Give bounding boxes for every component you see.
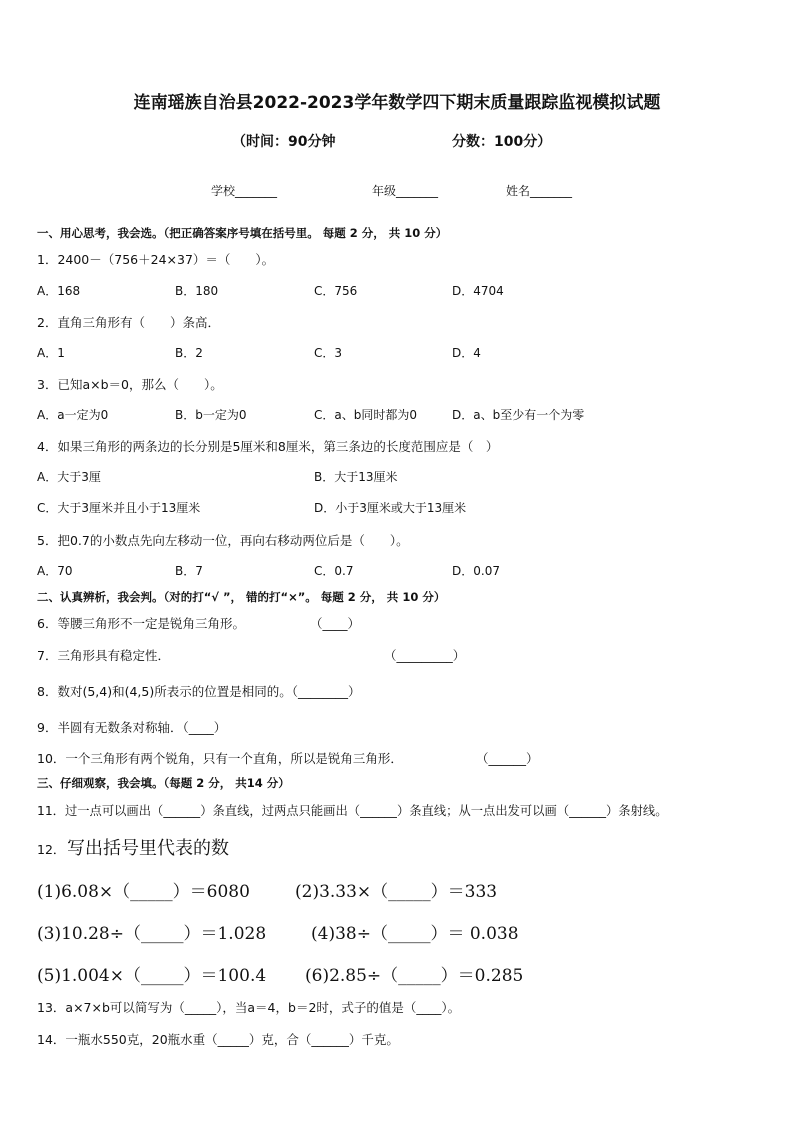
q1-option-b: B．180 (175, 284, 219, 298)
q6-answer-blank: （____） (310, 616, 361, 631)
q5-option-d: D．0.07 (452, 564, 500, 578)
question-13: 13．a×7×b可以简写为（_____），当a＝4，b＝2时，式子的值是（____）。 (37, 1000, 461, 1015)
section-2-heading: 二、认真辨析，我会判。（对的打“√ ”， 错的打“×”。 每题 2 分， 共 10 分） (37, 590, 446, 604)
q1-option-c: C．756 (314, 284, 358, 298)
q3-option-b: B．b一定为0 (175, 408, 247, 422)
q5-option-c: C．0.7 (314, 564, 354, 578)
question-12-number: 12． (37, 842, 66, 857)
q2-option-d: D．4 (452, 346, 481, 360)
question-5: 5．把0.7的小数点先向左移动一位，再向右移动两位后是（ ）。 (37, 533, 409, 548)
question-11: 11．过一点可以画出（______）条直线，过两点只能画出（______）条直线；从一点出发可以画（______）条射线。 (37, 804, 668, 818)
q3-option-c: C．a、b同时都为0 (314, 408, 417, 422)
section-3-heading: 三、仔细观察，我会填。（每题 2 分， 共14 分） (37, 776, 290, 790)
q12-part-1: (1)6.08×（_____）＝6080 (37, 882, 250, 902)
q5-option-b: B．7 (175, 564, 203, 578)
q1-option-a: A．168 (37, 284, 81, 298)
exam-time: （时间：90分钟 (232, 134, 336, 150)
question-4: 4．如果三角形的两条边的长分别是5厘米和8厘米，第三条边的长度范围应是（ ） (37, 439, 499, 454)
grade-field: 年级_______ (372, 184, 439, 198)
question-7: 7．三角形具有稳定性． (37, 648, 170, 663)
question-3: 3．已知a×b＝0，那么（ ）。 (37, 377, 223, 392)
q1-option-d: D．4704 (452, 284, 504, 298)
question-1: 1．2400－（756＋24×37）＝（ ）。 (37, 252, 275, 267)
q12-part-3: (3)10.28÷（_____）＝1.028 (37, 924, 267, 944)
q2-option-c: C．3 (314, 346, 343, 360)
question-2: 2．直角三角形有（ ）条高． (37, 315, 220, 330)
q12-part-4: (4)38÷（_____）＝ 0.038 (311, 924, 519, 944)
q4-option-b: B．大于13厘米 (314, 470, 398, 484)
question-14: 14．一瓶水550克，20瓶水重（_____）克，合（______）千克。 (37, 1032, 399, 1047)
q5-option-a: A．70 (37, 564, 73, 578)
school-field: 学校_______ (211, 184, 278, 198)
question-8: 8．数对(5,4)和(4,5)所表示的位置是相同的。（________） (37, 684, 361, 699)
question-9: 9．半圆有无数条对称轴．（____） (37, 720, 227, 735)
q4-option-d: D．小于3厘米或大于13厘米 (314, 501, 467, 515)
q3-option-a: A．a一定为0 (37, 408, 109, 422)
page-title: 连南瑶族自治县2022-2023学年数学四下期末质量跟踪监视模拟试题 (133, 93, 661, 113)
exam-score: 分数：100分） (452, 134, 552, 150)
q4-option-a: A．大于3厘 (37, 470, 101, 484)
q2-option-a: A．1 (37, 346, 65, 360)
q4-option-c: C．大于3厘米并且小于13厘米 (37, 501, 201, 515)
q7-answer-blank: （_________） (384, 648, 466, 663)
q12-part-5: (5)1.004×（_____）＝100.4 (37, 966, 267, 986)
question-12-title: 写出括号里代表的数 (67, 838, 229, 859)
q12-part-2: (2)3.33×（_____）＝333 (295, 882, 498, 902)
section-1-heading: 一、用心思考，我会选。（把正确答案序号填在括号里。 每题 2 分， 共 10 分） (37, 226, 448, 240)
question-10: 10．一个三角形有两个锐角，只有一个直角，所以是锐角三角形． (37, 751, 403, 766)
q2-option-b: B．2 (175, 346, 203, 360)
name-field: 姓名_______ (506, 184, 573, 198)
question-6: 6．等腰三角形不一定是锐角三角形。 (37, 616, 245, 631)
q10-answer-blank: （______） (476, 751, 539, 766)
q12-part-6: (6)2.85÷（_____）＝0.285 (305, 966, 524, 986)
q3-option-d: D．a、b至少有一个为零 (452, 408, 585, 422)
